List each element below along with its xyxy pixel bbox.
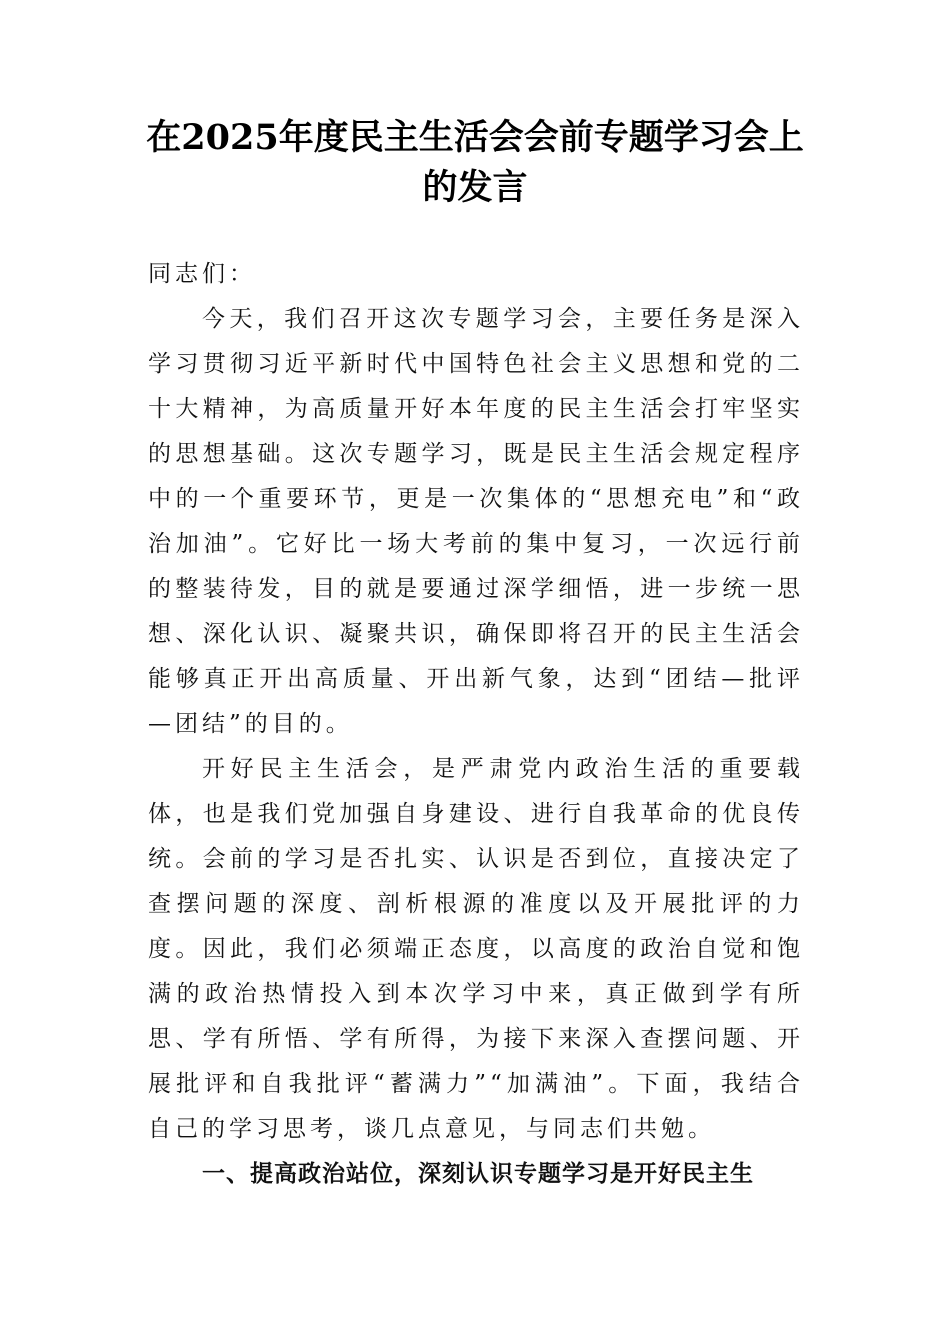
document-title: 在2025年度民主生活会会前专题学习会上的发言 xyxy=(146,117,804,208)
document-body xyxy=(148,252,804,1197)
section-heading: 一、提高政治站位，深刻认识专题学习是开好民主生 xyxy=(202,1161,754,1187)
paragraph: 开好民主生活会，是严肃党内政治生活的重要载体，也是我们党加强自身建设、进行自我革命的优良传统。会前的学习是否扎实、认识是否到位，直接决定了查摆问题的深度、剖析根源的准度以及开展批评的力度。因此，我们必须端正态度，以高度的政治自觉和饱满的政治热情投入到本次学习中来，真正做到学有所思、学有所悟、学有所得，为接下来深入查摆问题、开展批评和自我批评“蓄满力”“加满油”。下面，我结合自己的学习思考，谈几点意见，与同志们共勉。 xyxy=(148,756,804,1142)
salutation: 同志们： xyxy=(148,261,256,287)
paragraph: 今天，我们召开这次专题学习会，主要任务是深入学习贯彻习近平新时代中国特色社会主义思想和党的二十大精神，为高质量开好本年度的民主生活会打牢坚实的思想基础。这次专题学习，既是民主生活会规定程序中的一个重要环节，更是一次集体的“思想充电”和“政治加油”。它好比一场大考前的集中复习，一次远行前的整装待发，目的就是要通过深学细悟，进一步统一思想、深化认识、凝聚共识，确保即将召开的民主生活会能够真正开出高质量、开出新气象，达到“团结—批评—团结”的目的。 xyxy=(148,306,804,737)
